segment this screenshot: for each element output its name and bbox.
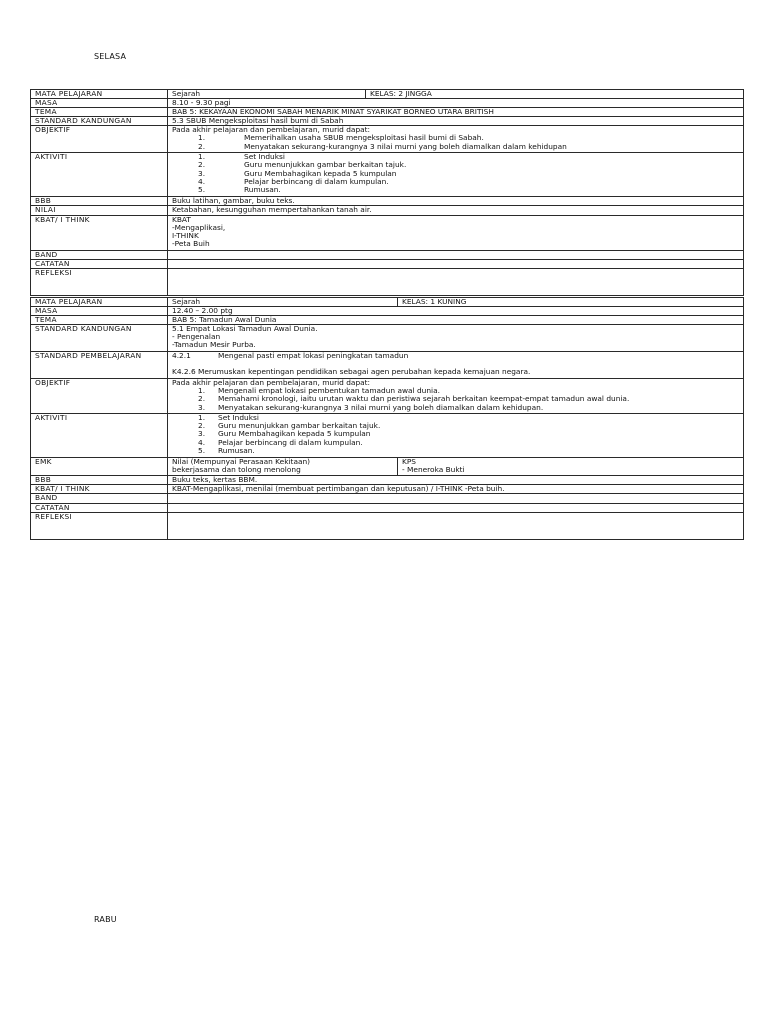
objective-intro: Pada akhir pelajaran dan pembelajaran, murid dapat: [172, 125, 371, 135]
list-item: 3. Guru Membahagikan kepada 5 kumpulan [198, 168, 397, 178]
list-item: 2. Guru menunjukkan gambar berkaitan tajuk. [198, 160, 407, 170]
class-value: KELAS: 1 KUNING [398, 298, 744, 307]
table-row [31, 379, 744, 414]
lesson-plan-table [30, 297, 744, 540]
standard-pembelajaran-label: STANDARD PEMBELAJARAN [31, 352, 168, 379]
nilai-value: Ketabahan, kesungguhan mempertahankan tanah air. [168, 206, 744, 215]
objective-label: OBJEKTIF [31, 379, 168, 414]
std-line: 5.1 Empat Lokasi Tamadun Awal Dunia. [172, 324, 318, 334]
table-row [31, 108, 744, 117]
kbat-line: -Peta Buih [172, 238, 210, 248]
catatan-label: CATATAN [31, 503, 168, 512]
emk-line: Nilai (Mempunyai Perasaan Kekitaan) [172, 457, 311, 467]
list-item: 4. Pelajar berbincang di dalam kumpulan. [198, 437, 363, 447]
table-row [31, 298, 744, 307]
activity-cell [168, 414, 744, 458]
objective-intro: Pada akhir pelajaran dan pembelajaran, murid dapat: [172, 378, 371, 388]
list-item: 2. Menyatakan sekurang-kurangnya 3 nilai murni yang boleh diamalkan dalam kehidupan [198, 141, 567, 151]
band-value [168, 494, 744, 503]
day-heading-selasa: SELASA [94, 52, 127, 61]
theme-label: TEMA [31, 316, 168, 325]
kbat-line: KBAT [172, 215, 191, 224]
bbb-value: Buku latihan, gambar, buku teks. [168, 197, 744, 206]
emk-line: bekerjasama dan tolong menolong [172, 465, 301, 475]
table-row [31, 268, 744, 295]
list-item: 1. Memerihalkan usaha SBUB mengeksploitasi hasil bumi di Sabah. [198, 133, 484, 143]
list-item: 1. Set Induksi [198, 152, 285, 162]
list-item: 3. Menyatakan sekurang-kurangnya 3 nilai murni yang boleh diamalkan dalam kehidupan. [198, 402, 544, 412]
theme-label: TEMA [31, 108, 168, 117]
refleksi-value [168, 268, 744, 295]
table-row [31, 307, 744, 316]
list-item: 1. Set Induksi [198, 413, 259, 423]
refleksi-label: REFLEKSI [31, 512, 168, 539]
activity-label: AKTIVITI [31, 414, 168, 458]
time-value: 12.40 – 2.00 ptg [168, 307, 744, 316]
table-row [31, 512, 744, 539]
kbat-label: KBAT/ I THINK [31, 215, 168, 250]
kbat-line: I-THINK [172, 230, 199, 240]
band-label: BAND [31, 250, 168, 259]
table-row [31, 476, 744, 485]
time-label: MASA [31, 307, 168, 316]
objective-label: OBJEKTIF [31, 126, 168, 153]
kps-label: KPS [402, 457, 416, 467]
band-label: BAND [31, 494, 168, 503]
table-row [31, 352, 744, 379]
standard-kandungan-label: STANDARD KANDUNGAN [31, 325, 168, 352]
bbb-label: BBB [31, 476, 168, 485]
std-line: -Tamadun Mesir Purba. [172, 340, 256, 350]
day-heading-rabu: RABU [94, 915, 117, 924]
table-row [31, 503, 744, 512]
table-row [31, 325, 744, 352]
table-row [31, 259, 744, 268]
standard-kandungan-label: STANDARD KANDUNGAN [31, 117, 168, 126]
list-item: 4. Pelajar berbincang di dalam kumpulan. [198, 176, 389, 186]
subject-value: Sejarah [168, 90, 366, 99]
subject-value: Sejarah [168, 298, 398, 307]
kbat-cell [168, 215, 744, 250]
std-line: - Pengenalan [172, 332, 221, 342]
list-item: 2. Guru menunjukkan gambar berkaitan tajuk. [198, 421, 381, 431]
kbat-value: KBAT-Mengaplikasi, menilai (membuat pertimbangan dan keputusan) / I-THINK -Peta buih. [168, 485, 744, 494]
theme-value: BAB 5: KEKAYAAN EKONOMI SABAH MENARIK MINAT SYARIKAT BORNEO UTARA BRITISH [168, 108, 744, 117]
catatan-value [168, 259, 744, 268]
list-item: 5. Rumusan. [198, 184, 281, 194]
kbat-label: KBAT/ I THINK [31, 485, 168, 494]
table-row [31, 485, 744, 494]
subject-label: MATA PELAJARAN [31, 90, 168, 99]
standard-kandungan-cell [168, 325, 744, 352]
emk-cell [168, 458, 398, 476]
nilai-label: NILAI [31, 206, 168, 215]
standard-pembelajaran-cell [168, 352, 744, 379]
bbb-value: Buku teks, kertas BBM. [168, 476, 744, 485]
table-row [31, 117, 744, 126]
table-row [31, 197, 744, 206]
catatan-label: CATATAN [31, 259, 168, 268]
refleksi-value [168, 512, 744, 539]
time-value: 8.10 - 9.30 pagi [168, 99, 744, 108]
emk-label: EMK [31, 458, 168, 476]
activity-cell [168, 153, 744, 197]
kps-value: - Meneroka Bukti [402, 465, 465, 475]
standard-kandungan-value: 5.3 SBUB Mengeksploitasi hasil bumi di Sabah [168, 117, 744, 126]
kbat-line: -Mengaplikasi, [172, 222, 226, 232]
time-label: MASA [31, 99, 168, 108]
list-item: 3. Guru Membahagikan kepada 5 kumpulan [198, 429, 371, 439]
table-row [31, 206, 744, 215]
sp-k-line: K4.2.6 Merumuskan kepentingan pendidikan sebagai agen perubahan kepada kemajuan negara. [172, 367, 531, 377]
table-row [31, 414, 744, 458]
list-item: 1. Mengenali empat lokasi pembentukan tamadun awal dunia. [198, 386, 440, 396]
band-value [168, 250, 744, 259]
bbb-label: BBB [31, 197, 168, 206]
refleksi-label: REFLEKSI [31, 268, 168, 295]
table-row [31, 90, 744, 99]
lesson-plan-table [30, 89, 744, 296]
objective-cell [168, 126, 744, 153]
table-row [31, 494, 744, 503]
catatan-value [168, 503, 744, 512]
theme-value: BAB 5: Tamadun Awal Dunia [168, 316, 744, 325]
kps-cell [398, 458, 744, 476]
table-row [31, 215, 744, 250]
list-item: 2. Memahami kronologi, iaitu urutan waktu dan peristiwa sejarah berkaitan keempat-empat tamadun awal dunia. [198, 394, 630, 404]
activity-label: AKTIVITI [31, 153, 168, 197]
table-row [31, 153, 744, 197]
table-row [31, 126, 744, 153]
class-value: KELAS: 2 JINGGA [366, 90, 744, 99]
table-row [31, 250, 744, 259]
subject-label: MATA PELAJARAN [31, 298, 168, 307]
objective-cell [168, 379, 744, 414]
list-item: 5. Rumusan. [198, 445, 255, 455]
table-row [31, 316, 744, 325]
table-row [31, 458, 744, 476]
sp-line: 4.2.1 Mengenal pasti empat lokasi peningkatan tamadun [172, 351, 409, 361]
table-row [31, 99, 744, 108]
